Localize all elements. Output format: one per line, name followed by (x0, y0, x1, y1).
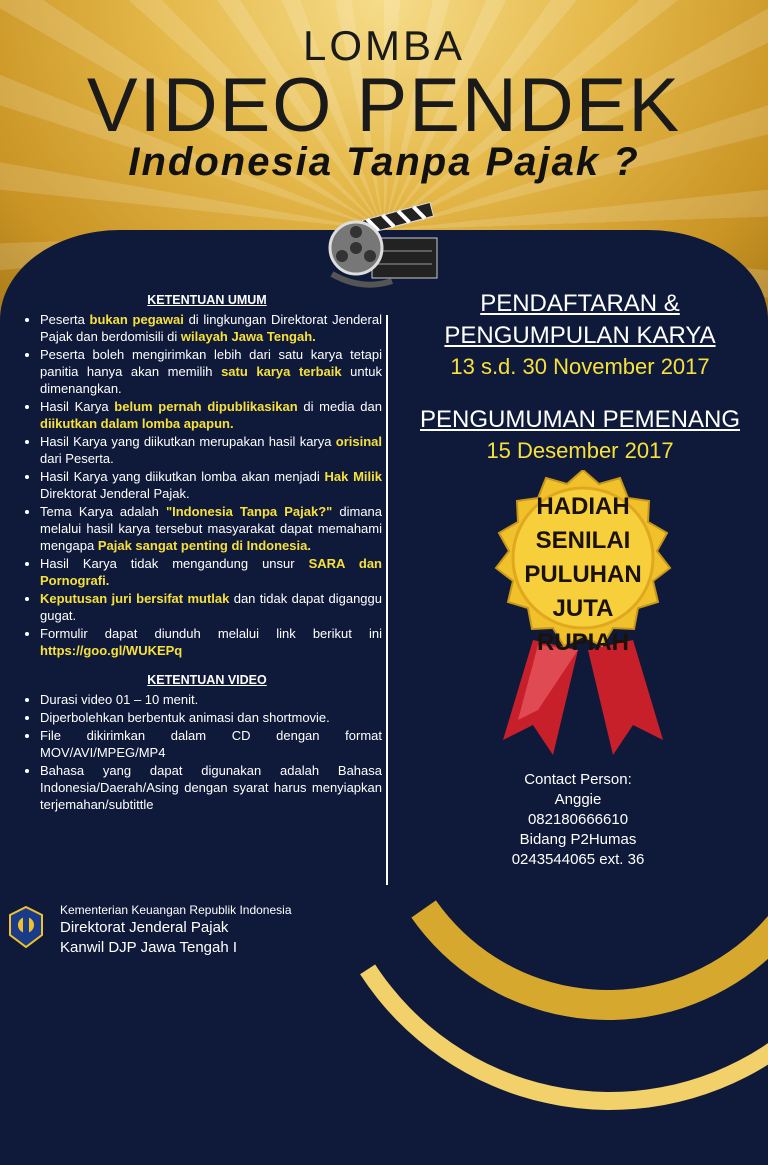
prize-text (478, 490, 688, 660)
general-rule-item: • Peserta bukan pegawai di lingkungan Direktorat Jenderal Pajak dan berdomisili di wilayah Jawa Tengah. (40, 311, 382, 345)
title-theme: Indonesia Tanpa Pajak ? (128, 140, 640, 184)
contact-name: Anggie (554, 791, 602, 808)
general-rule-item: • Formulir dapat diunduh melalui link berikut ini https://goo.gl/WUKEPq (40, 625, 382, 659)
announcement-date: 15 Desember 2017 (486, 438, 674, 463)
video-rules-list (12, 691, 382, 813)
contact-unit: Bidang P2Humas (519, 831, 637, 848)
prize-line: HADIAH (536, 493, 630, 520)
ministry-logo-icon (6, 905, 46, 949)
schedule-column (395, 288, 765, 466)
video-rule-item: • File dikirimkan dalam CD dengan format MOV/AVI/MPEG/MP4 (40, 727, 382, 761)
prize-line: SENILAI (535, 527, 631, 554)
video-rules-heading: KETENTUAN VIDEO (147, 673, 267, 687)
title-video-pendek: VIDEO PENDEK (86, 63, 682, 148)
title-lomba: LOMBA (302, 22, 466, 69)
video-rule-item: • Bahasa yang dapat digunakan adalah Bahasa Indonesia/Daerah/Asing dengan syarat harus menyiapkan terjemahan/subtittle (40, 762, 382, 813)
announcement-title: PENGUMUMAN PEMENANG (419, 406, 741, 433)
prize-line: JUTA (552, 595, 614, 622)
column-divider (386, 315, 388, 885)
general-rule-item: • Hasil Karya tidak mengandung unsur SARA dan Pornografi. (40, 555, 382, 589)
general-rule-item: • Hasil Karya belum pernah dipublikasikan di media dan diikutkan dalam lomba apapun. (40, 398, 382, 432)
contact-label: Contact Person: (524, 771, 632, 788)
general-rule-item: • Hasil Karya yang diikutkan merupakan hasil karya orisinal dari Peserta. (40, 433, 382, 467)
video-rule-item: • Diperbolehkan berbentuk animasi dan shortmovie. (40, 709, 382, 726)
general-rule-item: • Keputusan juri bersifat mutlak dan tidak dapat diganggu gugat. (40, 590, 382, 624)
general-rules-heading: KETENTUAN UMUM (147, 293, 267, 307)
ministry-name: Kementerian Keuangan Republik Indonesia (60, 903, 292, 917)
contact-phone: 082180666610 (527, 811, 629, 828)
general-rule-item: • Peserta boleh mengirimkan lebih dari satu karya tetapi panitia hanya akan memilih satu karya terbaik untuk dimenangkan. (40, 346, 382, 397)
general-rule-item: • Tema Karya adalah "Indonesia Tanpa Pajak?" dimana melalui hasil karya tersebut masyarakat dapat memahami mengapa Pajak sangat penting di Indonesia. (40, 503, 382, 554)
contact-person (488, 770, 668, 870)
general-rules-list (12, 311, 382, 659)
directorate-name: Direktorat Jenderal Pajak (60, 919, 229, 936)
registration-title-line1: PENDAFTARAN & (480, 290, 680, 317)
film-clapper-icon (322, 196, 442, 296)
video-rule-item: • Durasi video 01 – 10 menit. (40, 691, 382, 708)
rules-column (12, 292, 382, 814)
general-rule-item: • Hasil Karya yang diikutkan lomba akan menjadi Hak Milik Direktorat Jenderal Pajak. (40, 468, 382, 502)
contact-office-phone: 0243544065 ext. 36 (511, 851, 645, 868)
prize-line: PULUHAN (524, 561, 642, 588)
registration-title-line2: PENGUMPULAN KARYA (444, 322, 716, 349)
registration-date: 13 s.d. 30 November 2017 (450, 354, 710, 379)
prize-line: RUPIAH (536, 629, 629, 656)
organization-info (60, 902, 292, 958)
office-name: Kanwil DJP Jawa Tengah I (60, 939, 238, 956)
